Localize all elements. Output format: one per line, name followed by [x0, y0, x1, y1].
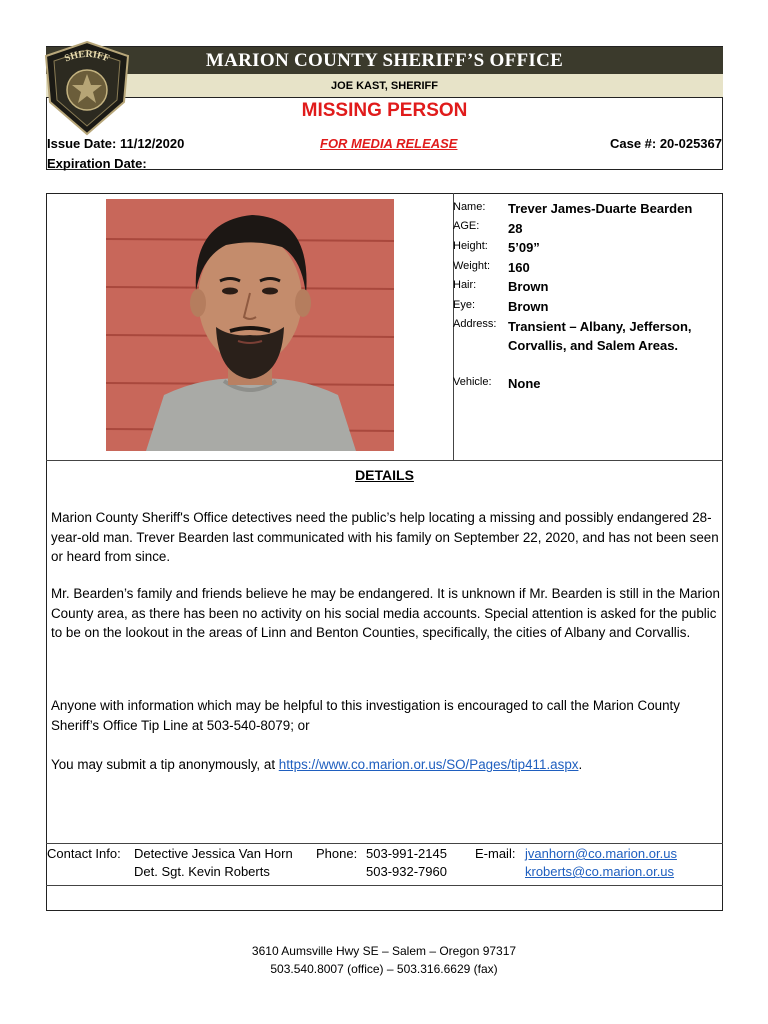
field-value-address-line2: Corvallis, and Salem Areas. [508, 338, 679, 353]
footer-phones: 503.540.8007 (office) – 503.316.6629 (fax) [270, 962, 498, 976]
field-value-address-line1: Transient – Albany, Jefferson, [508, 319, 692, 334]
field-label-height: Height: [453, 240, 488, 252]
field-value-eye: Brown [508, 299, 549, 314]
details-paragraph-1: Marion County Sheriff's Office detectives need the public’s help locating a missing and possibly endangered 28-year-old man. Trever Bearden last communicated with his family on September 22, 2020, and has not been seen or heard from since. [51, 510, 719, 564]
contact-phone-1: 503-991-2145 [366, 846, 447, 861]
contact-email-1[interactable]: jvanhorn@co.marion.or.us [525, 846, 677, 861]
case-number: Case #: 20-025367 [609, 136, 722, 151]
tip-suffix: . [578, 757, 583, 772]
contact-label: Contact Info: [47, 846, 121, 861]
phone-label: Phone: [316, 846, 358, 861]
sheriff-badge-logo [42, 40, 132, 136]
field-label-hair: Hair: [453, 279, 477, 291]
details-paragraph-4 [51, 755, 721, 775]
notice-type: MISSING PERSON [301, 100, 468, 121]
contact-name-1: Detective Jessica Van Horn [134, 846, 293, 861]
tip-prefix: You may submit a tip anonymously, at [51, 757, 279, 772]
office-title: MARION COUNTY SHERIFF’S OFFICE [46, 47, 723, 74]
expiration-date: Expiration Date: [47, 156, 147, 171]
divider [46, 843, 723, 844]
contact-email-2[interactable]: kroberts@co.marion.or.us [525, 864, 675, 879]
footer-address: 3610 Aumsville Hwy SE – Salem – Oregon 97317 [251, 944, 517, 958]
field-value-age: 28 [508, 221, 523, 236]
field-label-weight: Weight: [453, 260, 491, 272]
field-value-weight: 160 [508, 260, 530, 275]
issue-date: Issue Date: 11/12/2020 [47, 136, 185, 151]
field-value-height: 5’09” [508, 240, 540, 255]
email-label: E-mail: [475, 846, 516, 861]
sheriff-name: JOE KAST, SHERIFF [46, 74, 723, 98]
details-paragraph-2: Mr. Bearden’s family and friends believe he may be endangered. It is unknown if Mr. Bearden is still in the Marion County area, as there has been no activity on his social media accounts. Special attention is asked for the public to be on the lookout in the areas of Linn and Benton Counties, specifically, the cities of Albany and Corvallis. [51, 586, 720, 640]
field-label-age: AGE: [453, 220, 480, 232]
contact-name-2: Det. Sgt. Kevin Roberts [134, 864, 270, 879]
field-label-name: Name: [453, 201, 486, 213]
contact-phone-2: 503-932-7960 [366, 864, 447, 879]
field-label-address: Address: [453, 318, 497, 330]
field-value-name: Trever James-Duarte Bearden [508, 201, 693, 216]
field-value-vehicle: None [508, 376, 541, 391]
divider [46, 885, 723, 886]
details-paragraph-3: Anyone with information which may be helpful to this investigation is encouraged to call the Marion County Sheriff’s Office Tip Line at 503-540-8079; or [51, 698, 680, 733]
tip-link[interactable]: https://www.co.marion.or.us/SO/Pages/tip411.aspx [278, 757, 579, 772]
missing-person-photo [106, 199, 394, 451]
field-value-hair: Brown [508, 279, 549, 294]
divider [46, 460, 723, 461]
field-label-vehicle: Vehicle: [453, 376, 492, 388]
badge-text: SHERIFF [63, 48, 111, 65]
field-label-eye: Eye: [453, 299, 476, 311]
details-heading: DETAILS [355, 467, 414, 483]
media-release: FOR MEDIA RELEASE [320, 136, 458, 151]
